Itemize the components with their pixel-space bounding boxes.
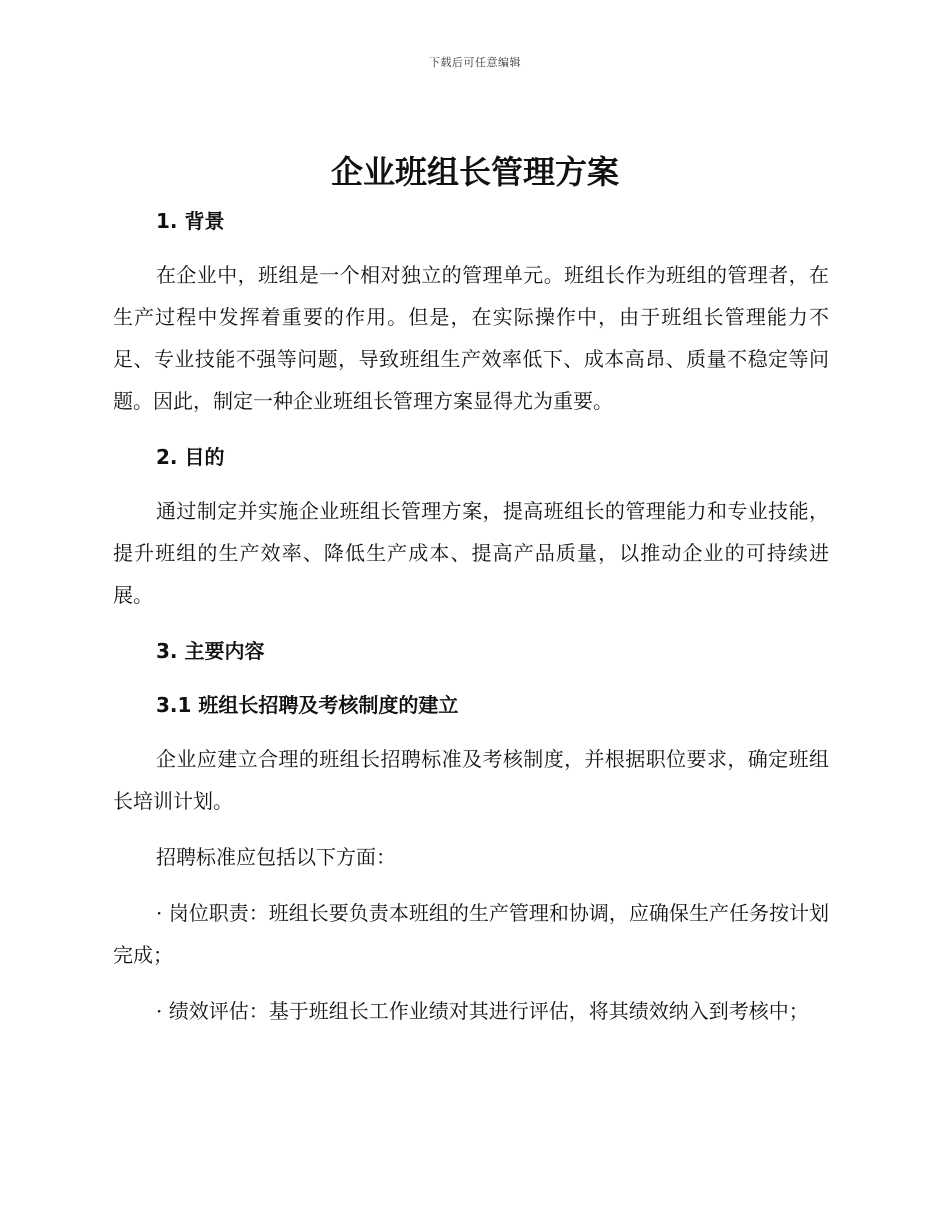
paragraph-background: 在企业中，班组是一个相对独立的管理单元。班组长作为班组的管理者，在生产过程中发挥着重要的作用。但是，在实际操作中，由于班组长管理能力不足、专业技能不强等问题，导致班组生产效率低下、成本高昂、质量不稳定等问题。因此，制定一种企业班组长管理方案显得尤为重要。	[113, 263, 829, 413]
section-heading-background: 1. 背景	[156, 209, 225, 233]
section-heading-main-content: 3. 主要内容	[156, 639, 265, 663]
paragraph-purpose: 通过制定并实施企业班组长管理方案，提高班组长的管理能力和专业技能，提升班组的生产效率、降低生产成本、提高产品质量，以推动企业的可持续进展。	[113, 499, 829, 607]
bullet-item-performance-evaluation: · 绩效评估：基于班组长工作业绩对其进行评估，将其绩效纳入到考核中；	[156, 999, 809, 1023]
document-body	[113, 200, 829, 1032]
document-title: 企业班组长管理方案	[330, 153, 619, 191]
page-header-note: 下载后可任意编辑	[429, 56, 521, 69]
subsection-heading-recruitment: 3.1 班组长招聘及考核制度的建立	[156, 693, 459, 717]
paragraph-recruitment-criteria: 招聘标准应包括以下方面：	[156, 845, 396, 869]
paragraph-recruitment-system: 企业应建立合理的班组长招聘标准及考核制度，并根据职位要求，确定班组长培训计划。	[113, 747, 829, 813]
bullet-item-job-duties: · 岗位职责：班组长要负责本班组的生产管理和协调，应确保生产任务按计划完成；	[113, 901, 829, 967]
section-heading-purpose: 2. 目的	[156, 445, 225, 469]
